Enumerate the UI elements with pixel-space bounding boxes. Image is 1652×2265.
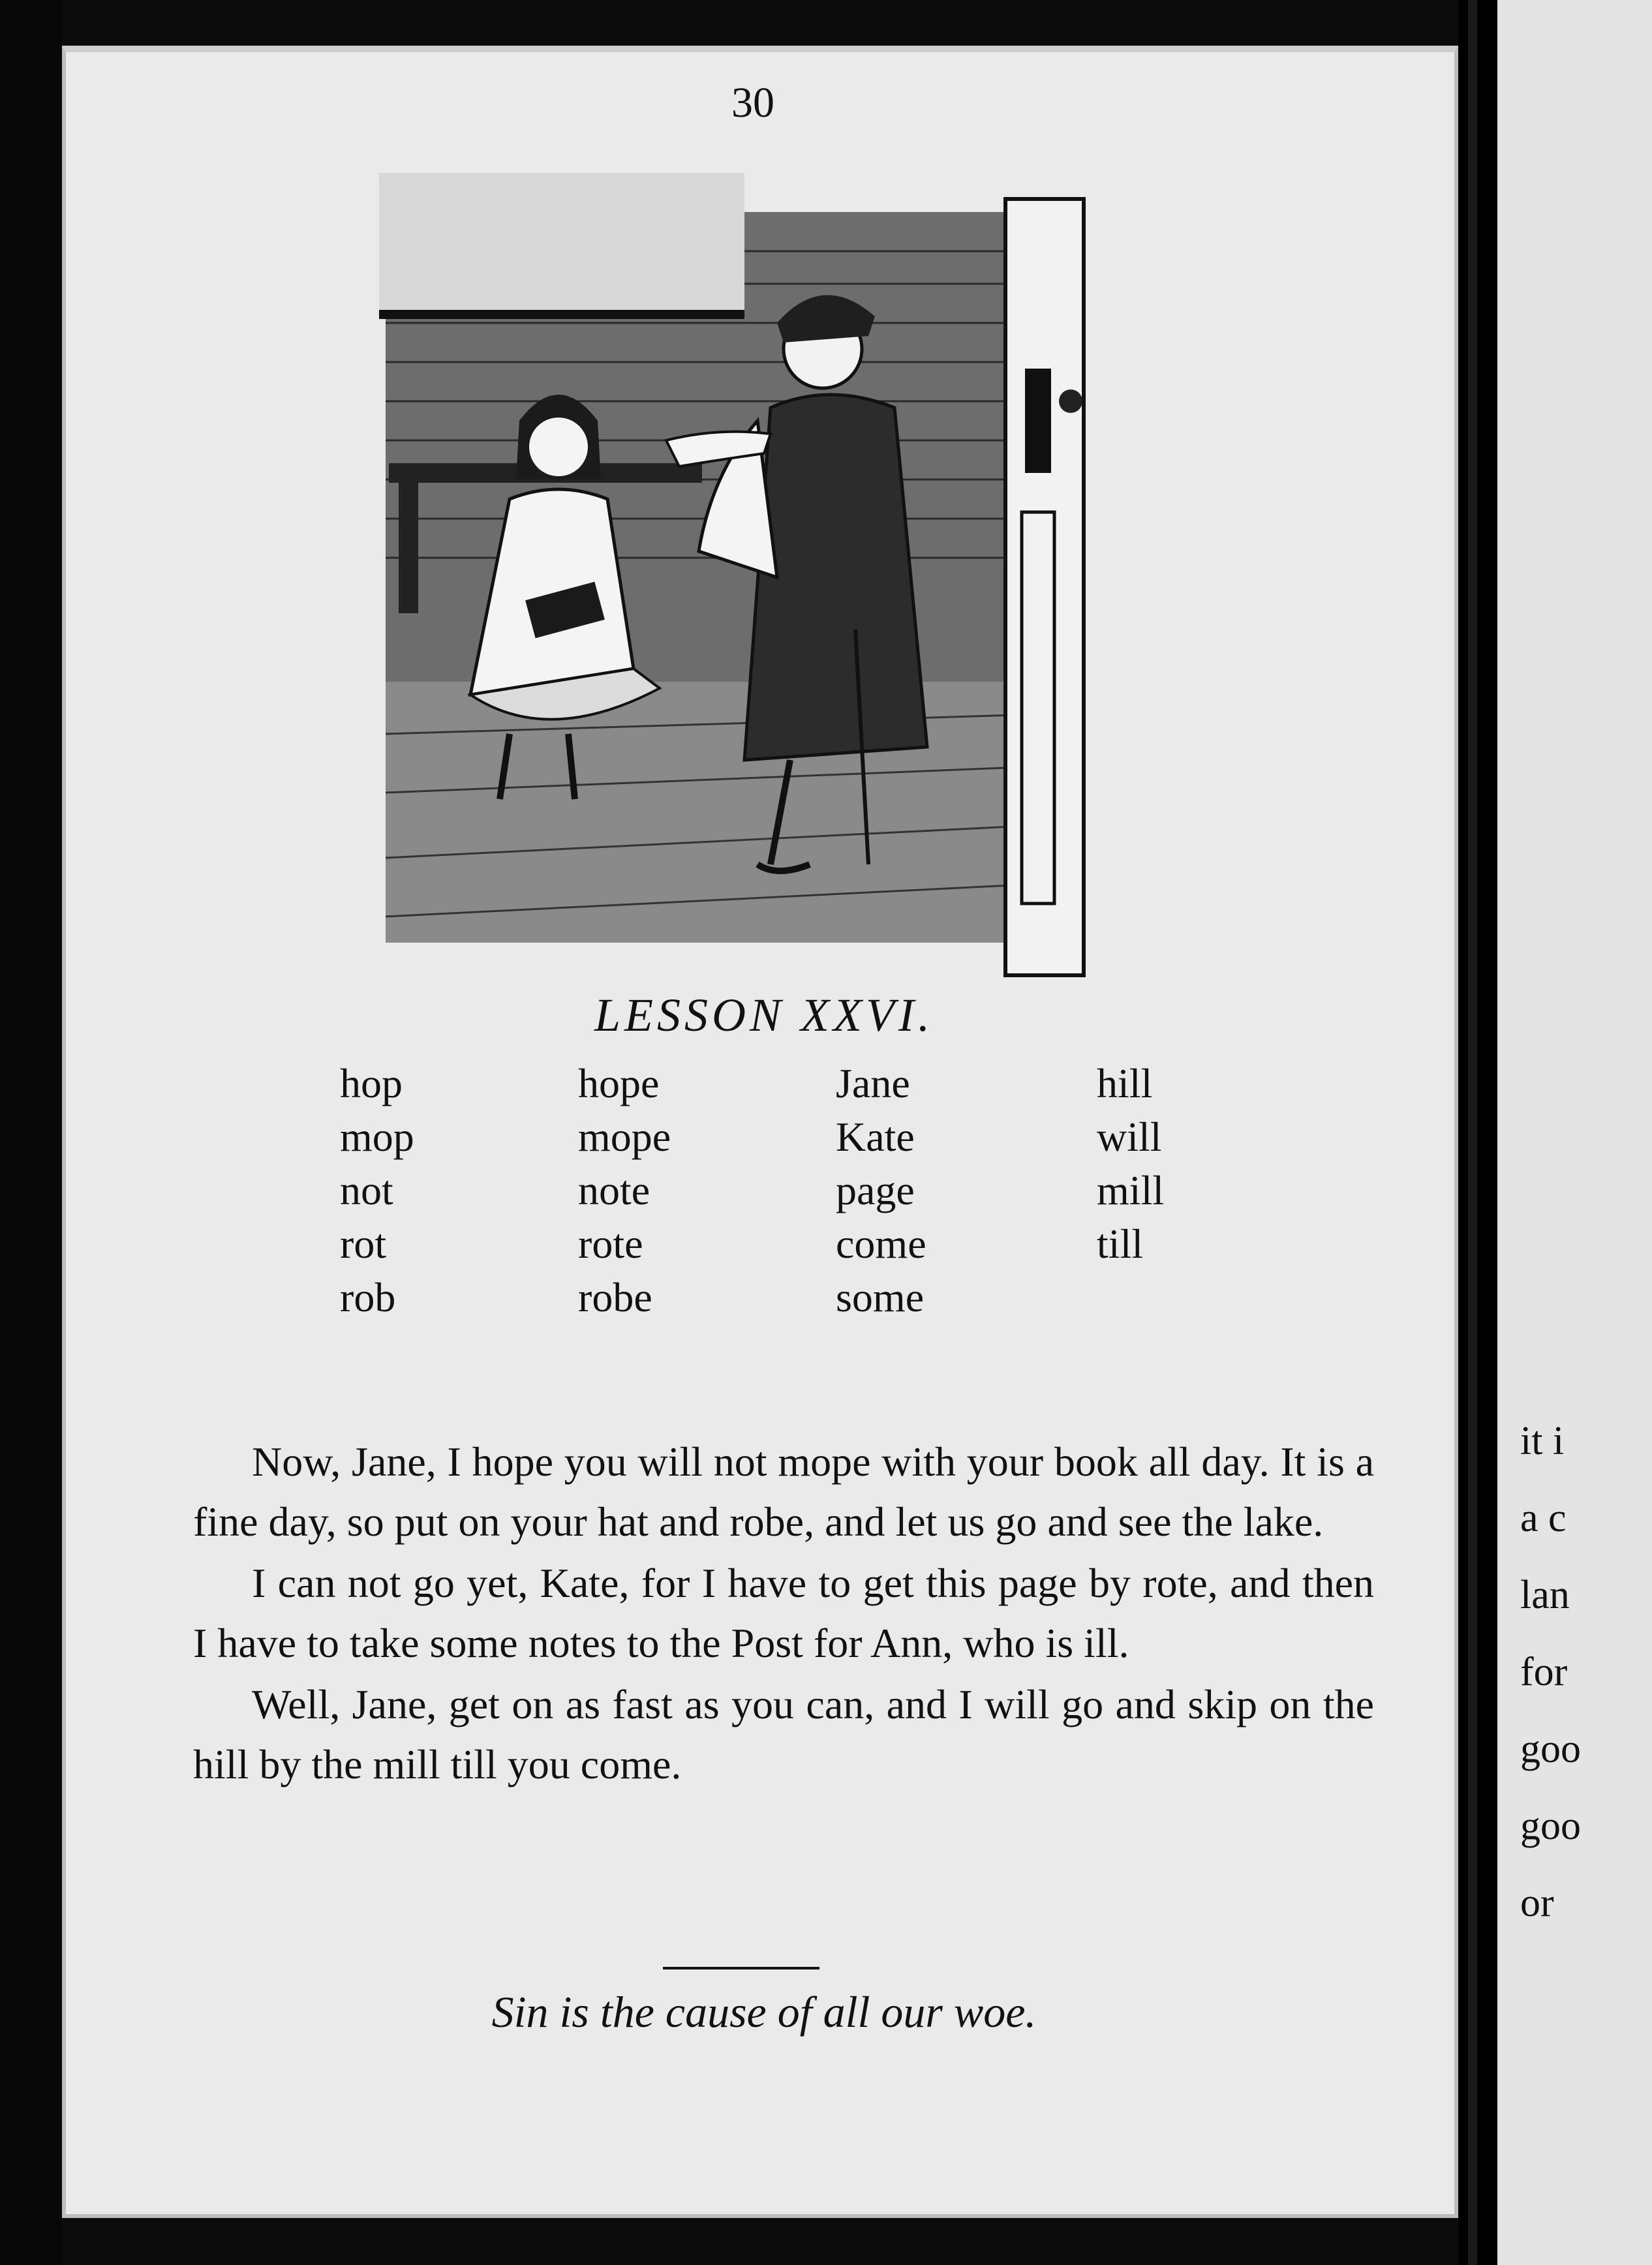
book-spine	[1458, 0, 1497, 2265]
engraving-illustration	[353, 173, 1162, 982]
spelling-word: note	[578, 1167, 650, 1213]
book-page	[62, 46, 1458, 2218]
adjacent-word: a c	[1520, 1496, 1567, 1540]
adjacent-word: goo	[1520, 1727, 1581, 1771]
spelling-word: mill	[1097, 1167, 1165, 1213]
story-paragraph: Well, Jane, get on as fast as you can, and I will go and skip on the hill by the mill till you come.	[193, 1681, 1374, 1787]
spelling-word: not	[340, 1167, 393, 1213]
spelling-word: come	[836, 1221, 926, 1267]
spelling-word: Jane	[836, 1060, 910, 1106]
adjacent-word: for	[1520, 1650, 1568, 1694]
spelling-word-table	[340, 1057, 1266, 1324]
spelling-word: mop	[340, 1114, 414, 1160]
adjacent-word: lan	[1520, 1573, 1570, 1617]
spelling-word: till	[1097, 1221, 1144, 1267]
adjacent-word: goo	[1520, 1804, 1581, 1848]
word-column	[1097, 1057, 1266, 1324]
word-column	[340, 1057, 578, 1324]
spelling-word: page	[836, 1167, 915, 1213]
spelling-word: mope	[578, 1114, 671, 1160]
adjacent-page-text	[1520, 1403, 1581, 1941]
story-paragraph: I can not go yet, Kate, for I have to get this page by rote, and then I have to take some notes to the Post for Ann, who is ill.	[193, 1560, 1374, 1666]
spelling-word: Kate	[836, 1114, 915, 1160]
spelling-word: rote	[578, 1221, 643, 1267]
story-paragraph: Now, Jane, I hope you will not mope with your book all day. It is a fine day, so put on your hat and robe, and let us go and see the lake.	[193, 1438, 1374, 1545]
spelling-word: will	[1097, 1114, 1162, 1160]
adjacent-word: or	[1520, 1881, 1554, 1925]
word-column	[578, 1057, 836, 1324]
scan-edge-left	[0, 0, 62, 2265]
adjacent-word: it i	[1520, 1419, 1565, 1463]
spelling-word: rob	[340, 1274, 396, 1320]
spelling-word: some	[836, 1274, 925, 1320]
spelling-word: robe	[578, 1274, 652, 1320]
spelling-word: hope	[578, 1060, 660, 1106]
motto: Sin is the cause of all our woe.	[491, 1987, 1037, 2037]
lesson-story	[193, 1432, 1374, 1796]
lesson-title: LESSON XXVI.	[594, 989, 934, 1041]
section-divider	[663, 1967, 819, 1969]
word-column	[836, 1057, 1097, 1324]
page-number: 30	[731, 79, 774, 127]
spine-binding	[1468, 0, 1477, 2265]
spelling-word: hill	[1097, 1060, 1153, 1106]
spelling-word: rot	[340, 1221, 387, 1267]
spelling-word: hop	[340, 1060, 403, 1106]
